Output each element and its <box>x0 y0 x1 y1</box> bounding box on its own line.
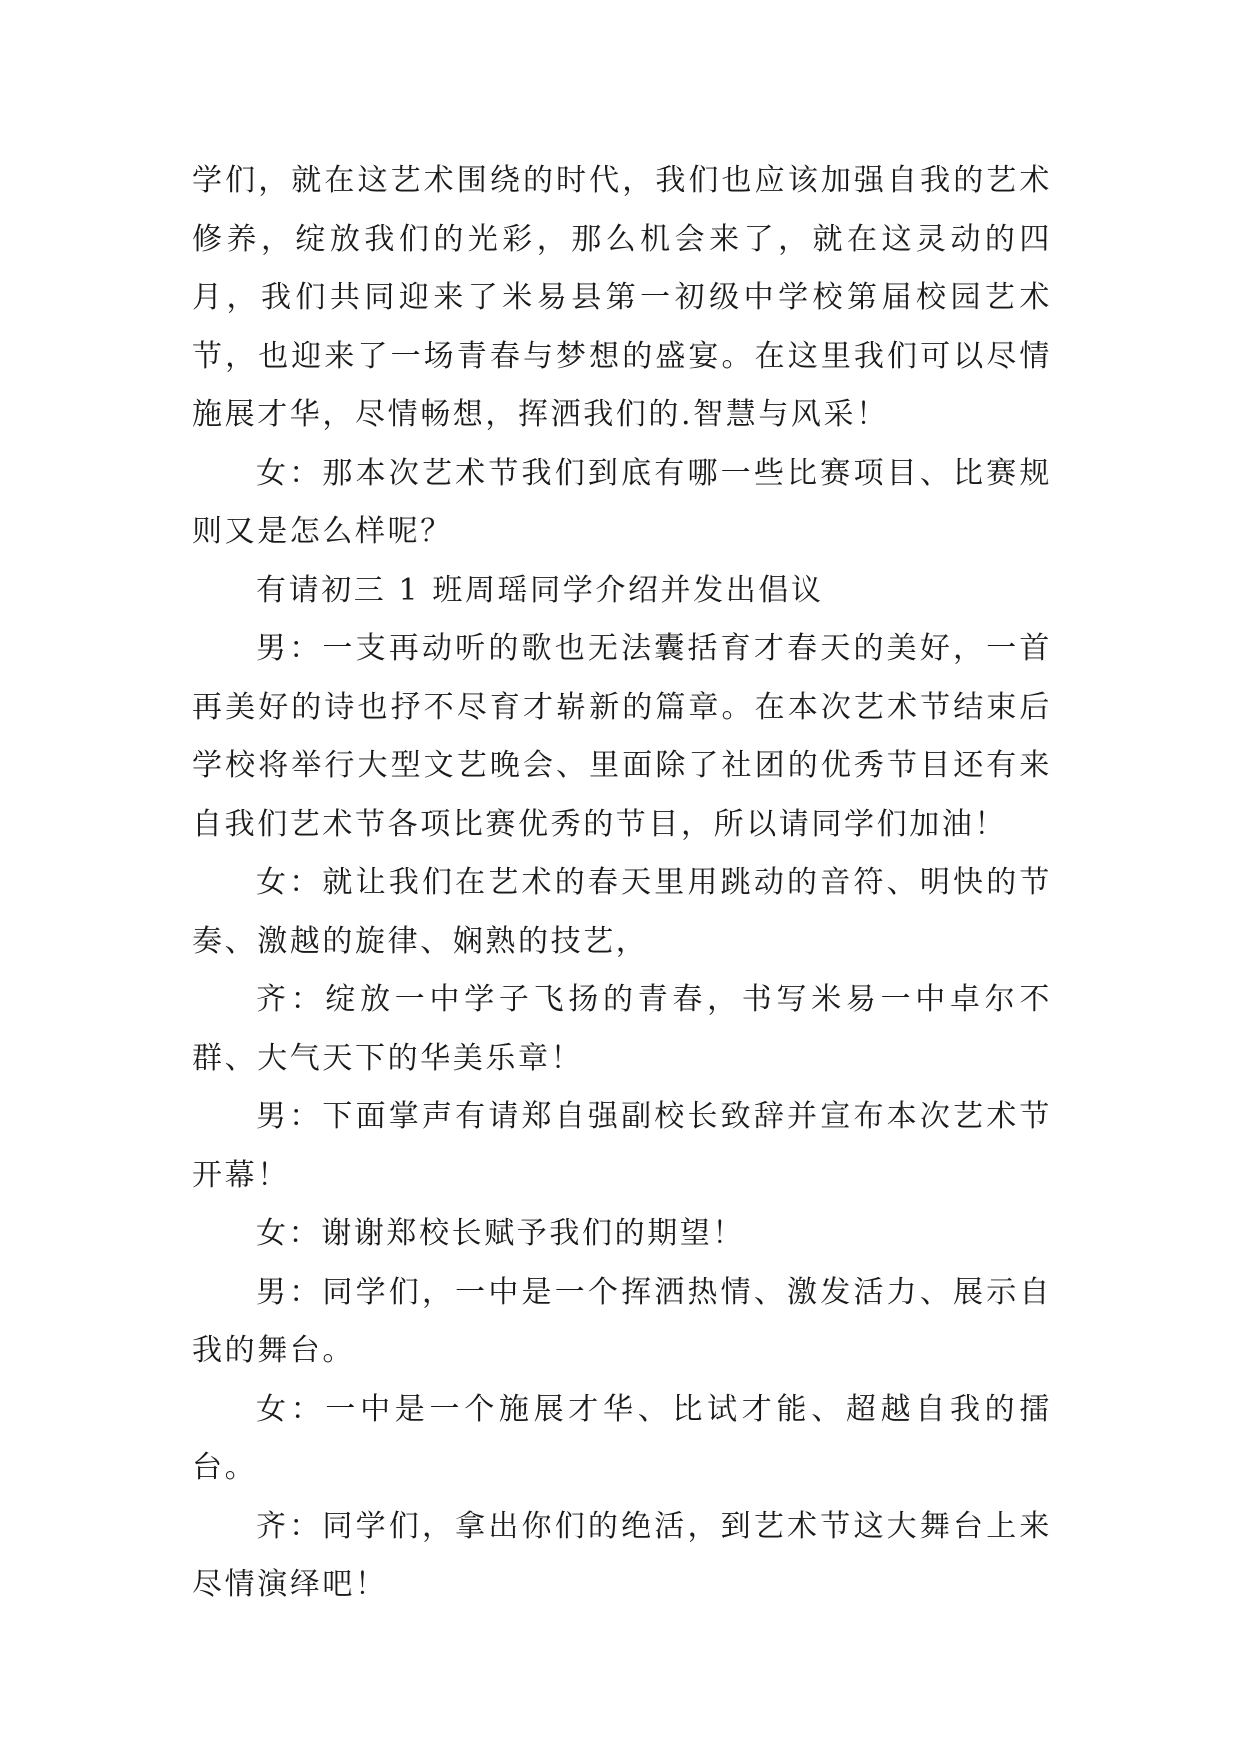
paragraph-continuation: 学们，就在这艺术围绕的时代，我们也应该加强自我的艺术修养，绽放我们的光彩，那么机会来了，就在这灵动的四月，我们共同迎来了米易县第一初级中学校第届校园艺术节，也迎来了一场青春与梦想的盛宴。在这里我们可以尽情施展才华，尽情畅想，挥洒我们的.智慧与风采！ <box>192 163 1052 432</box>
document-body <box>192 152 1052 1615</box>
paragraph-female-question: 女：那本次艺术节我们到底有哪一些比赛项目、比赛规则又是怎么样呢？ <box>192 455 1052 549</box>
paragraph-male-welcome-speech: 男：下面掌声有请郑自强副校长致辞并宣布本次艺术节开幕！ <box>192 1099 1052 1193</box>
paragraph-male-closing-gala: 男：一支再动听的歌也无法囊括育才春天的美好，一首再美好的诗也抒不尽育才崭新的篇章。在本次艺术节结束后学校将举行大型文艺晚会、里面除了社团的优秀节目还有来自我们艺术节各项比赛优秀的节目，所以请同学们加油！ <box>192 631 1052 842</box>
paragraph-invitation: 有请初三 1 班周瑶同学介绍并发出倡议 <box>256 572 824 608</box>
paragraph-female-thanks: 女：谢谢郑校长赋予我们的期望！ <box>256 1216 745 1251</box>
paragraph-male-stage: 男：同学们，一中是一个挥洒热情、激发活力、展示自我的舞台。 <box>192 1274 1052 1368</box>
paragraph-female-arena: 女：一中是一个施展才华、比试才能、超越自我的擂台。 <box>192 1391 1052 1485</box>
paragraph-together-finale: 齐：同学们，拿出你们的绝活，到艺术节这大舞台上来尽情演绎吧！ <box>192 1508 1052 1602</box>
paragraph-female-spring: 女：就让我们在艺术的春天里用跳动的音符、明快的节奏、激越的旋律、娴熟的技艺， <box>192 865 1052 959</box>
paragraph-together-bloom: 齐：绽放一中学子飞扬的青春，书写米易一中卓尔不群、大气天下的华美乐章！ <box>192 982 1052 1076</box>
